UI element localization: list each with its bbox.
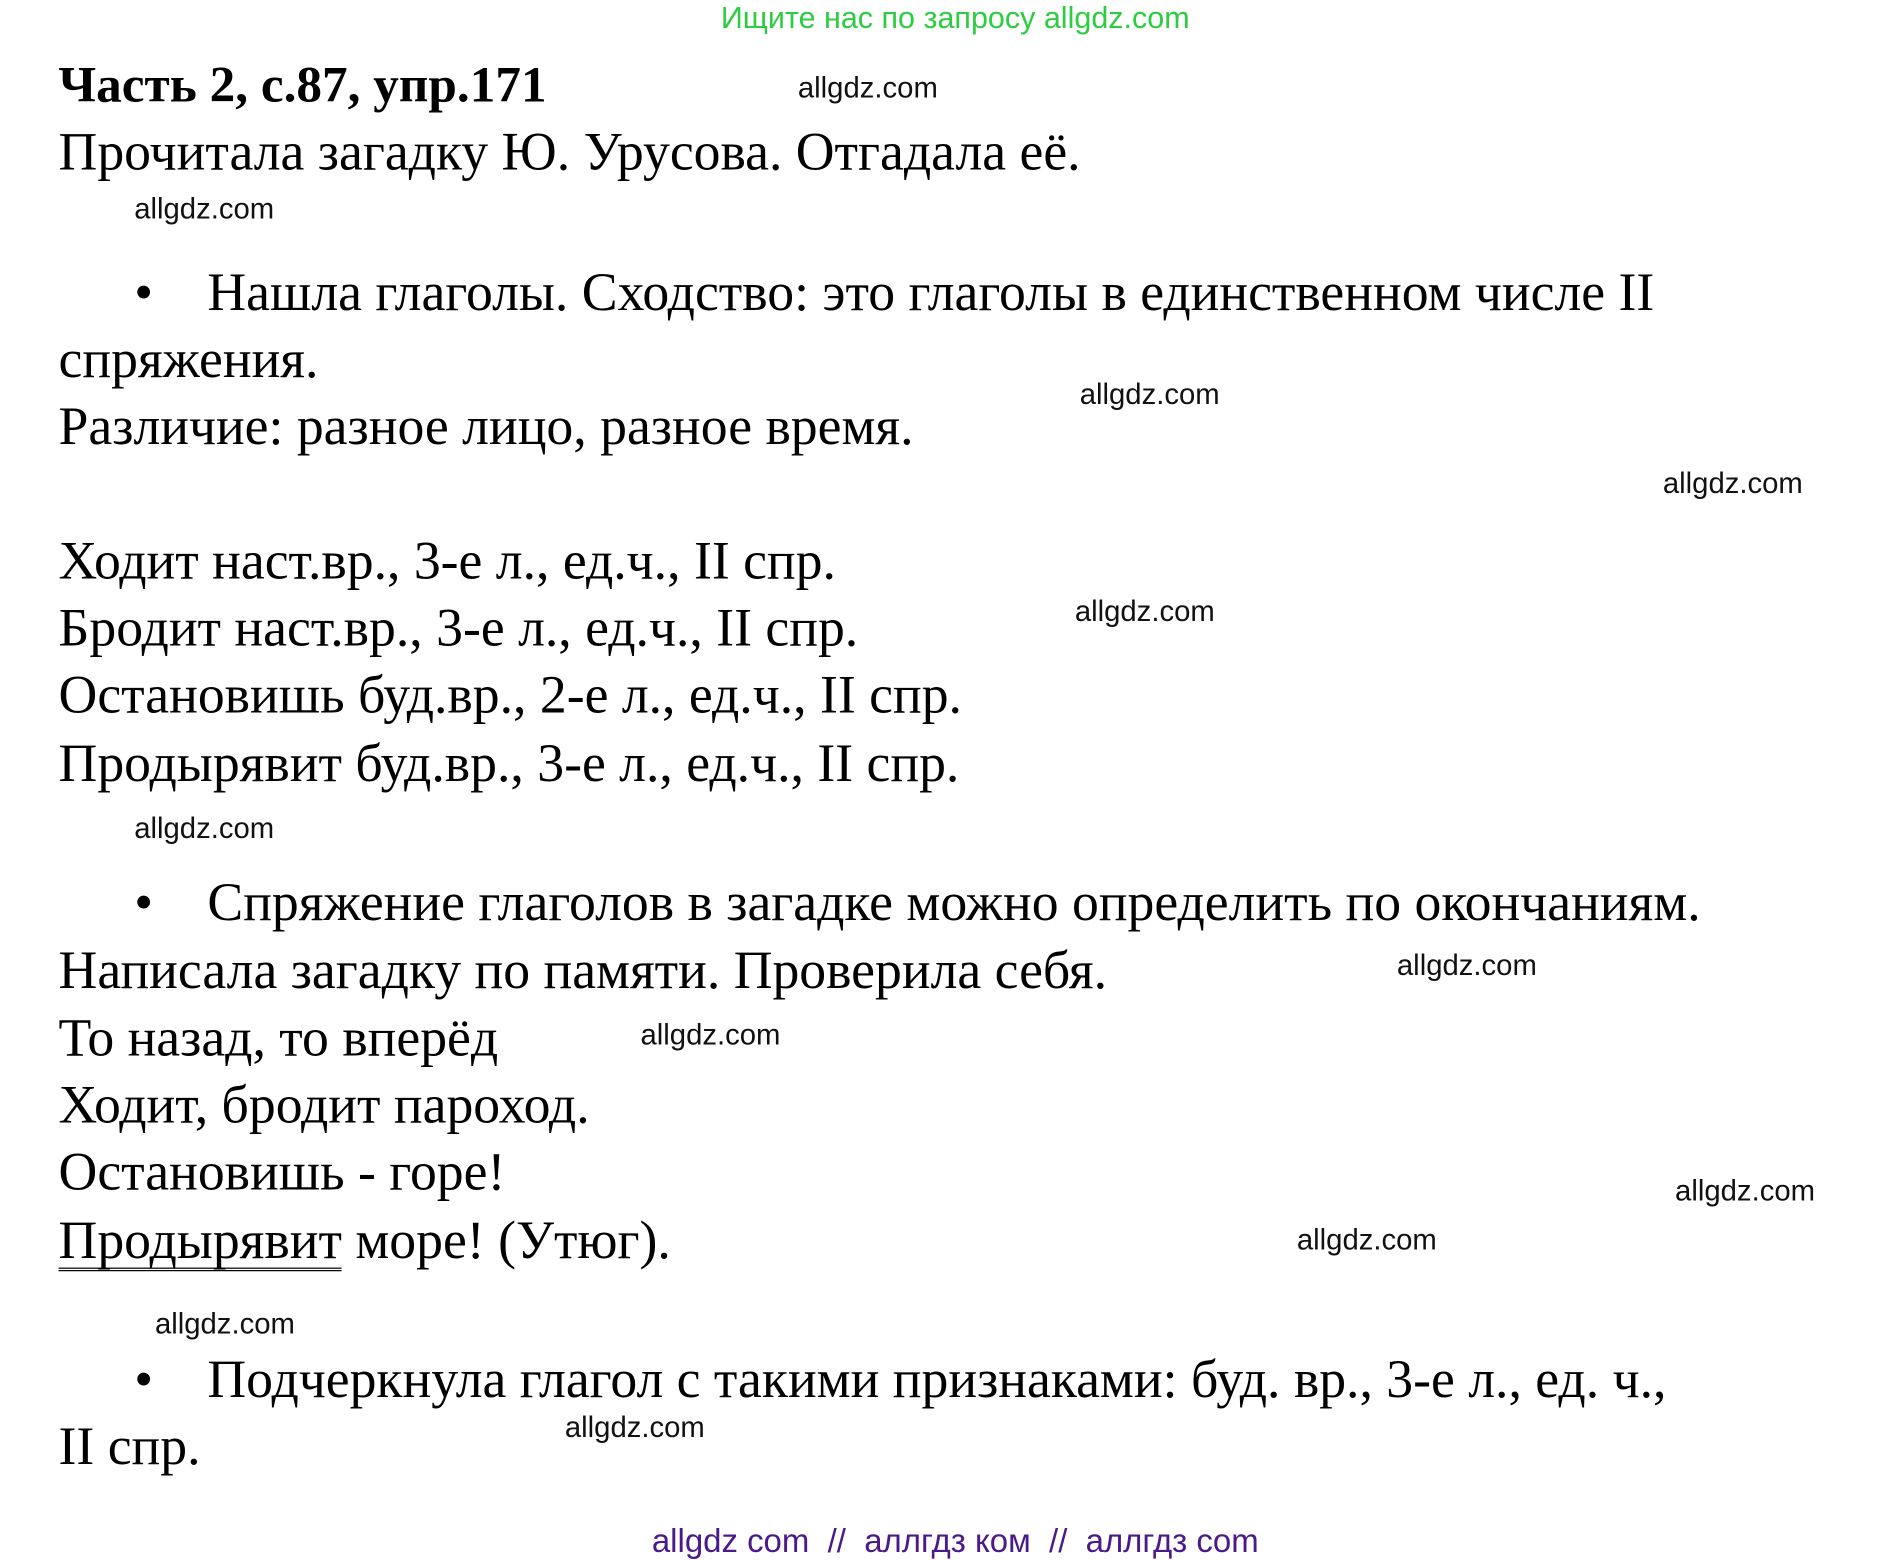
- watermark: allgdz.com: [1296, 1223, 1437, 1257]
- page-title: Часть 2, с.87, упр.171: [58, 57, 547, 114]
- text-line: Продырявит буд.вр., 3-е л., ед.ч., II спр.: [58, 733, 960, 793]
- bullet-item: [59, 1346, 1667, 1414]
- watermark: allgdz.com: [1675, 1174, 1816, 1208]
- text-line: Подчеркнула глагол с такими признаками: буд. вр., 3-е л., ед. ч.,: [207, 1349, 1667, 1410]
- watermark: allgdz.com: [1079, 378, 1220, 412]
- text-line: II спр.: [58, 1416, 201, 1477]
- bullet-marker: •: [134, 1349, 153, 1410]
- text-line: Прочитала загадку Ю. Урусова. Отгадала её.: [58, 122, 1081, 182]
- watermark: allgdz.com: [154, 1307, 295, 1341]
- text-fragment: море! (Утюг).: [341, 1210, 671, 1271]
- watermark: allgdz.com: [640, 1018, 781, 1052]
- watermark: allgdz.com: [1396, 949, 1537, 983]
- underlined-verb: Продырявит: [58, 1210, 342, 1271]
- poem-line: Остановишь - горе!: [58, 1141, 506, 1202]
- bullet-item: [59, 259, 1655, 327]
- footer-links[interactable]: allgdz com // аллгдз ком // аллгдз com: [651, 1522, 1259, 1560]
- bullet-marker: •: [134, 872, 153, 933]
- text-line: Спряжение глаголов в загадке можно определить по окончаниям.: [207, 872, 1701, 933]
- text-line: Различие: разное лицо, разное время.: [58, 396, 914, 457]
- watermark: allgdz.com: [134, 812, 275, 846]
- poem-line: То назад, то вперёд: [58, 1007, 499, 1068]
- text-line: Бродит наст.вр., 3-е л., ед.ч., II спр.: [58, 597, 859, 658]
- text-line: спряжения.: [58, 329, 319, 390]
- text-line: Ходит наст.вр., 3-е л., ед.ч., II спр.: [58, 530, 836, 591]
- watermark: allgdz.com: [134, 192, 275, 226]
- header-link[interactable]: Ищите нас по запросу allgdz.com: [720, 1, 1190, 36]
- bullet-item: [59, 869, 1701, 937]
- watermark: allgdz.com: [1662, 467, 1803, 501]
- text-line: Остановишь буд.вр., 2-е л., ед.ч., II спр.: [58, 664, 962, 725]
- text-line: Нашла глаголы. Сходство: это глаголы в единственном числе II: [207, 262, 1655, 323]
- watermark: allgdz.com: [564, 1411, 705, 1445]
- text-line: Написала загадку по памяти. Проверила себя.: [58, 940, 1107, 1001]
- watermark: allgdz.com: [1074, 595, 1215, 629]
- bullet-marker: •: [134, 262, 153, 323]
- poem-line: [59, 1207, 671, 1275]
- watermark: allgdz.com: [797, 71, 938, 105]
- poem-line: Ходит, бродит пароход.: [58, 1074, 590, 1135]
